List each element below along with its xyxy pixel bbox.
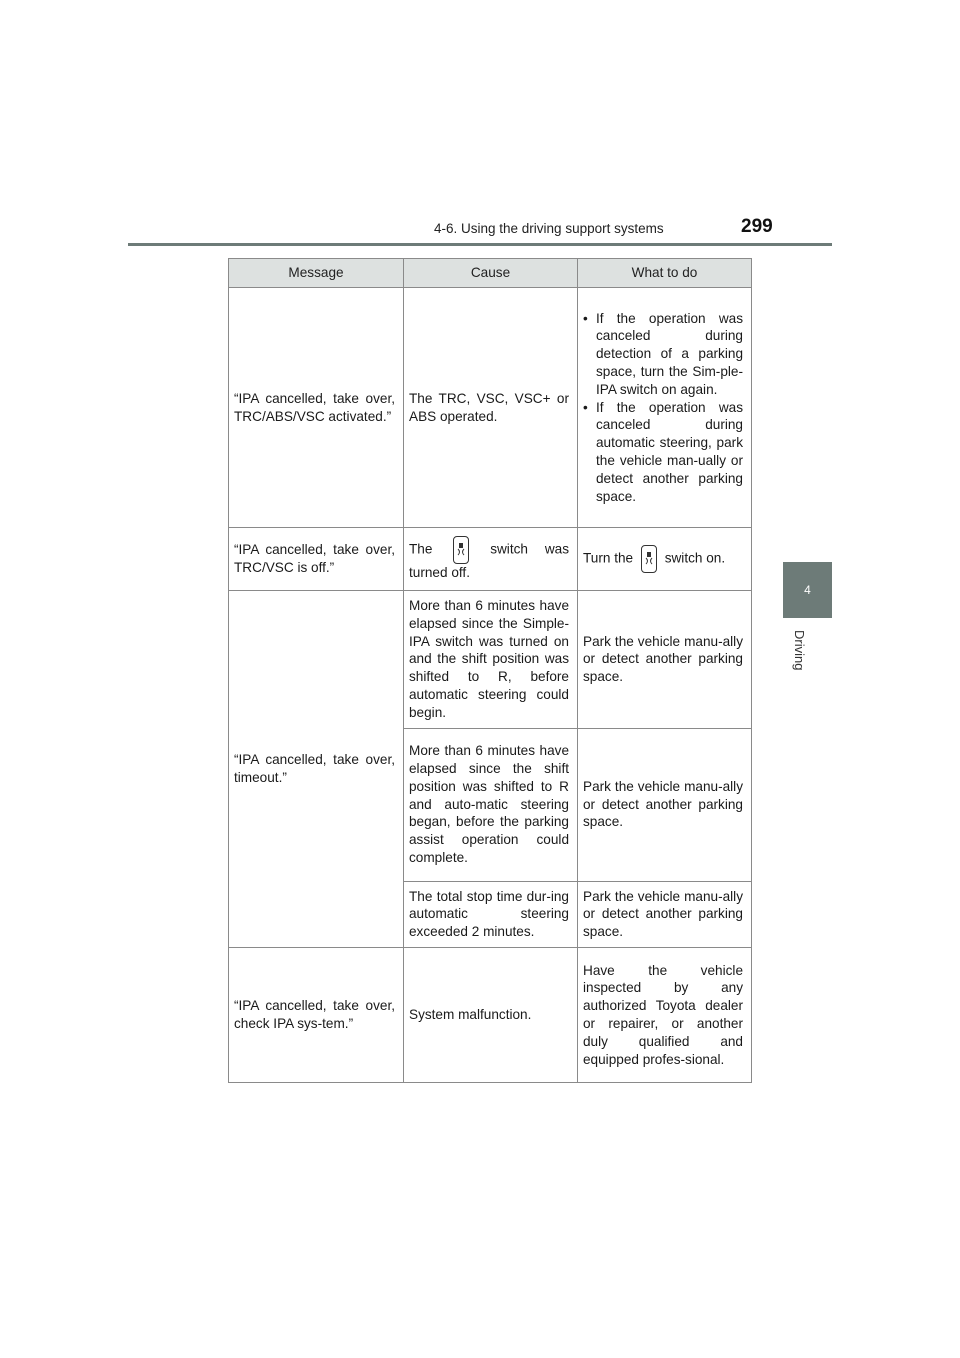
cause-cell: The total stop time dur-ing automatic steering exceeded 2 minutes. xyxy=(404,881,578,947)
action-cell xyxy=(578,528,752,591)
table-row xyxy=(229,288,752,528)
action-text-end: switch on. xyxy=(664,550,726,566)
section-title: 4-6. Using the driving support systems xyxy=(434,221,664,236)
vsc-off-switch-icon xyxy=(453,536,469,564)
action-list-item: • If the operation was canceled during detection of a parking space, turn the Sim-ple-IPA switch on again. xyxy=(583,310,743,399)
table-row xyxy=(229,947,752,1082)
action-cell: Park the vehicle manu-ally or detect another parking space. xyxy=(578,591,752,729)
chapter-tab xyxy=(783,562,832,618)
chapter-number: 4 xyxy=(804,583,811,597)
column-header-action: What to do xyxy=(578,259,752,288)
vsc-off-switch-icon xyxy=(641,545,657,573)
message-table xyxy=(228,258,752,1083)
column-header-cause: Cause xyxy=(404,259,578,288)
action-text-start: Turn the xyxy=(583,550,634,566)
cause-text-start: The xyxy=(409,541,433,557)
action-cell: Have the vehicle inspected by any authorized Toyota dealer or repairer, or another duly qualified and equipped profes-sional. xyxy=(578,947,752,1082)
header-divider xyxy=(128,243,832,246)
chapter-label: Driving xyxy=(792,630,807,671)
column-header-message: Message xyxy=(229,259,404,288)
action-cell: Park the vehicle manu-ally or detect another parking space. xyxy=(578,881,752,947)
table-row xyxy=(229,591,752,729)
action-list-item: • If the operation was canceled during automatic steering, park the vehicle man-ually or detect another parking space. xyxy=(583,399,743,506)
table-row xyxy=(229,528,752,591)
message-cell: “IPA cancelled, take over, TRC/ABS/VSC activated.” xyxy=(229,288,404,528)
cause-cell xyxy=(404,528,578,591)
action-cell: Park the vehicle manu-ally or detect another parking space. xyxy=(578,728,752,881)
message-cell: “IPA cancelled, take over, timeout.” xyxy=(229,591,404,948)
cause-cell: System malfunction. xyxy=(404,947,578,1082)
action-list xyxy=(583,310,743,506)
message-cell: “IPA cancelled, take over, TRC/VSC is off.” xyxy=(229,528,404,591)
message-cell: “IPA cancelled, take over, check IPA sys-tem.” xyxy=(229,947,404,1082)
cause-cell: The TRC, VSC, VSC+ or ABS operated. xyxy=(404,288,578,528)
table-header-row xyxy=(229,259,752,288)
page-number: 299 xyxy=(741,216,773,237)
cause-cell: More than 6 minutes have elapsed since the Simple-IPA switch was turned on and the shift position was shifted to R, before automatic steering could begin. xyxy=(404,591,578,729)
cause-cell: More than 6 minutes have elapsed since the shift position was shifted to R and auto-matic steering began, before the parking assist operation could complete. xyxy=(404,728,578,881)
cause-text-end: switch was turned off. xyxy=(409,541,569,581)
action-cell xyxy=(578,288,752,528)
